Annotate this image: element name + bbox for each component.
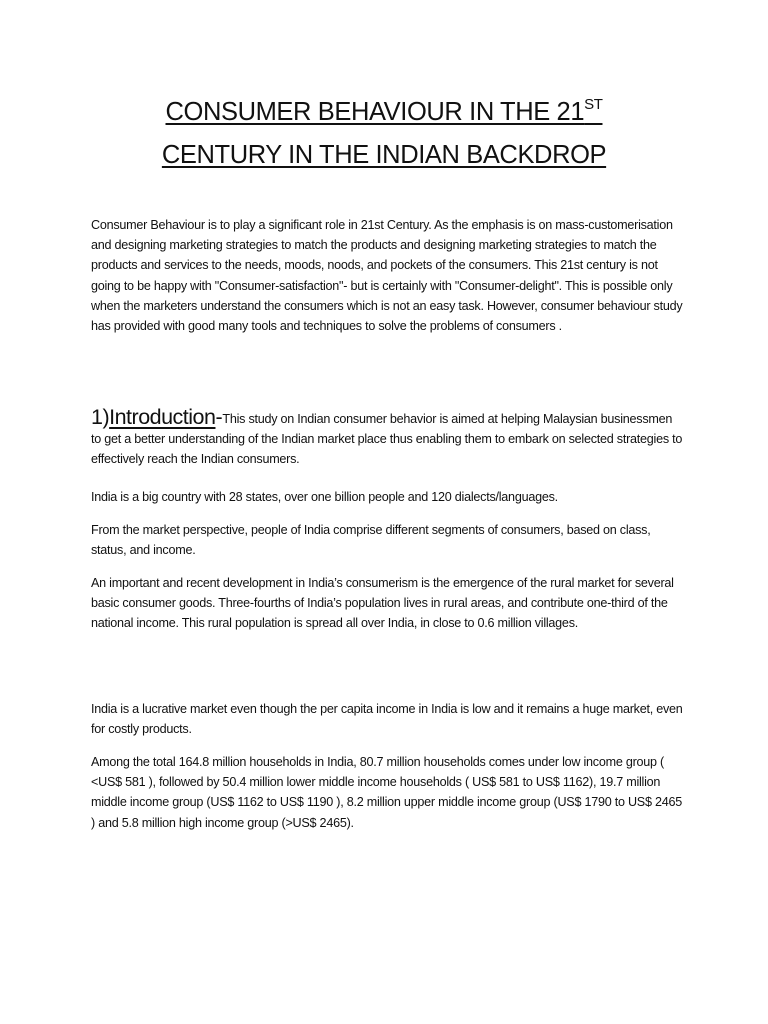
section-heading: Introduction [109, 405, 216, 429]
body-paragraph: From the market perspective, people of India comprise different segments of consumers, based on class, status, and income. [91, 523, 651, 558]
introduction-paragraph [91, 407, 683, 470]
body-paragraph: India is a lucrative market even though the per capita income in India is low and it remains a huge market, even for costly products. [91, 702, 683, 737]
body-paragraph: An important and recent development in India’s consumerism is the emergence of the rural market for several basic consumer goods. Three-fourths of India’s population lives in rural areas, and contribute one-third of the national income. This rural population is spread all over India, in close to 0.6 million villages. [91, 576, 674, 631]
body-paragraph: Among the total 164.8 million households in India, 80.7 million households comes under low income group ( <US$ 581 ), followed by 50.4 million lower middle income households ( US$ 581 to US$ 1162), 19.7 million middle income group (US$ 1162 to US$ 1190 ), 8.2 million upper middle income group (US$ 1790 to US$ 2465 ) and 5.8 million high income group (>US$ 2465). [91, 755, 682, 830]
section-number: 1) [91, 405, 110, 429]
section-dash: - [215, 405, 223, 429]
title-superscript: ST [584, 96, 603, 113]
title-main-text: CONSUMER BEHAVIOUR IN THE 21 [165, 98, 585, 126]
document-title-line-1 [0, 97, 768, 127]
body-paragraph: India is a big country with 28 states, over one billion people and 120 dialects/languages. [91, 490, 558, 504]
abstract-paragraph: Consumer Behaviour is to play a significant role in 21st Century. As the emphasis is on mass-customerisation and designing marketing strategies to match the products and designing marketing strategies to match the products and services to the needs, moods, noods, and pockets of the consumers. This 21st century is not going to be happy with "Consumer-satisfaction"- but is certainly with "Consumer-delight". This is possible only when the marketers understand the consumers which is not an easy task. However, consumer behaviour study has provided with good many tools and techniques to solve the problems of consumers . [91, 218, 683, 334]
document-title-line-2: CENTURY IN THE INDIAN BACKDROP [161, 141, 607, 169]
introduction-text: This study on Indian consumer behavior is aimed at helping Malaysian businessmen to get a better understanding of the Indian market place thus enabling them to embark on selected strategies to effectively reach the Indian consumers. [91, 412, 683, 467]
